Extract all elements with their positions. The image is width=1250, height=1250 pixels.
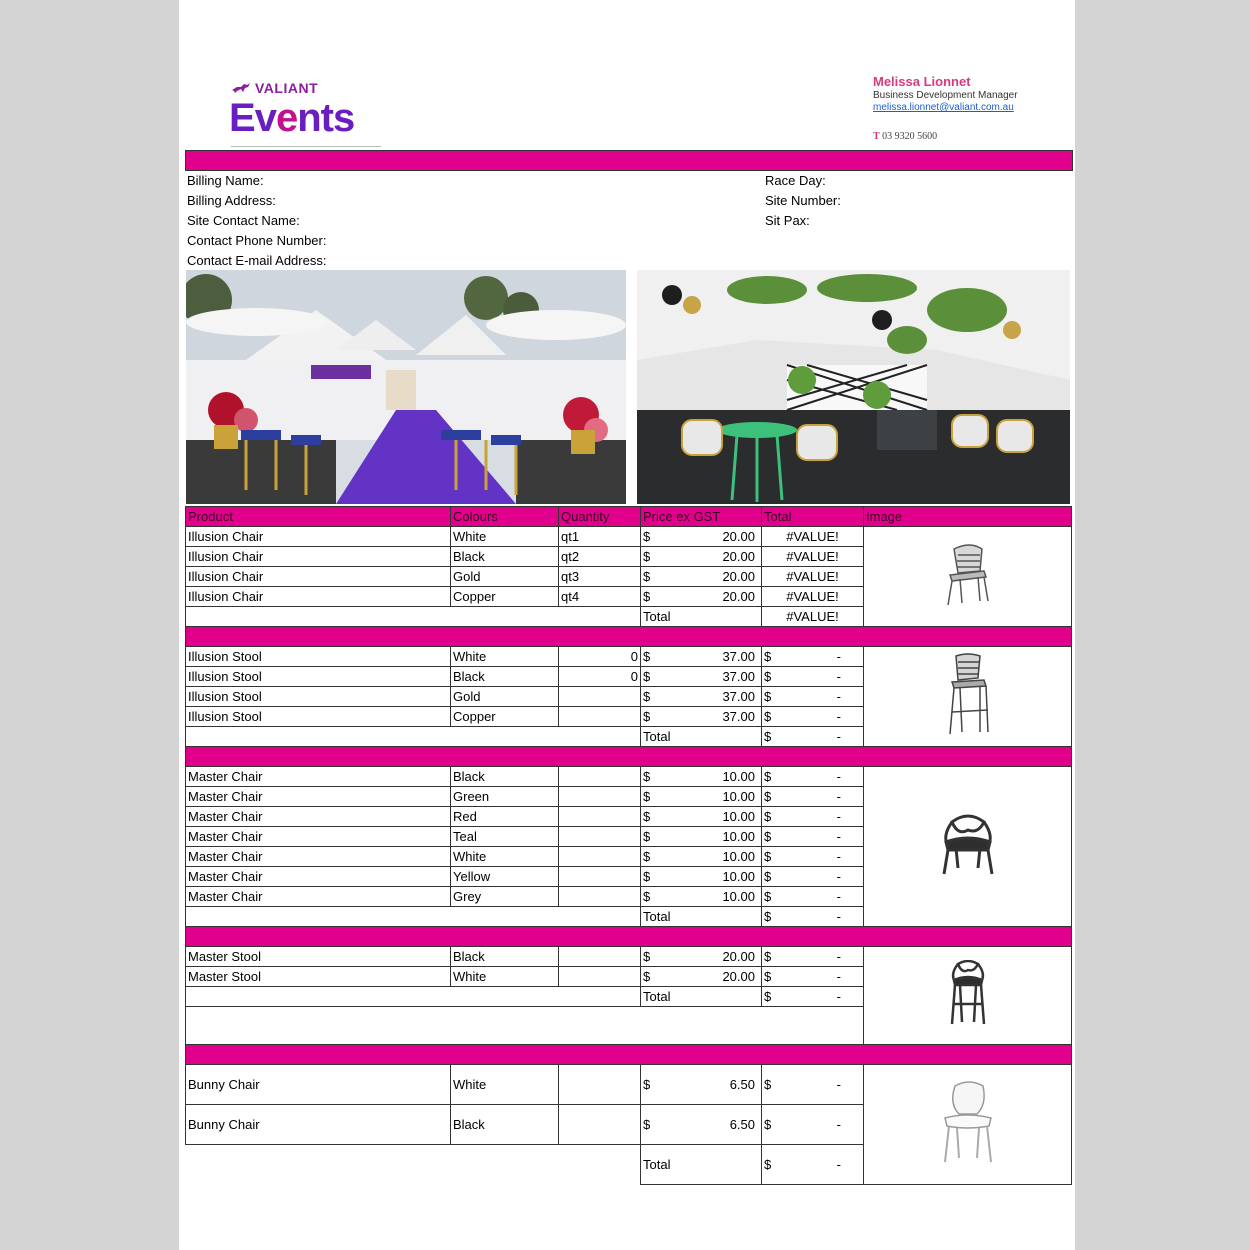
order-form-page	[179, 0, 1075, 1250]
sit-pax-label: Sit Pax:	[765, 213, 810, 228]
price-value: 10.00	[722, 788, 755, 804]
colour-cell: Teal	[451, 827, 559, 847]
product-cell: Illusion Chair	[186, 587, 451, 607]
total-cell: #VALUE!	[762, 547, 864, 567]
currency-symbol: $	[643, 1076, 651, 1092]
illusion-chair-icon	[940, 541, 996, 607]
total-cell	[762, 967, 864, 987]
price-cell	[641, 647, 762, 667]
product-cell: Illusion Stool	[186, 667, 451, 687]
currency-symbol: $	[764, 908, 772, 924]
contact-phone-label: Contact Phone Number:	[187, 233, 327, 248]
total-cell	[762, 867, 864, 887]
colour-cell: White	[451, 847, 559, 867]
product-cell: Master Stool	[186, 967, 451, 987]
total-cell	[762, 827, 864, 847]
total-cell	[762, 667, 864, 687]
colour-cell: White	[451, 527, 559, 547]
header-colours: Colours	[451, 507, 559, 527]
price-value: 37.00	[722, 668, 755, 684]
currency-symbol: $	[643, 688, 651, 704]
total-cell	[762, 687, 864, 707]
currency-symbol: $	[764, 768, 772, 784]
total-value: -	[836, 1116, 841, 1132]
quantity-input[interactable]	[559, 1105, 641, 1145]
total-value: -	[836, 968, 841, 984]
product-cell: Illusion Stool	[186, 647, 451, 667]
quantity-input[interactable]	[559, 947, 641, 967]
horse-jockey-icon	[231, 82, 251, 94]
currency-symbol: $	[643, 948, 651, 964]
total-cell: #VALUE!	[762, 567, 864, 587]
price-value: 20.00	[722, 588, 755, 604]
price-value: 37.00	[722, 708, 755, 724]
total-label: Total	[641, 727, 762, 747]
product-cell: Master Chair	[186, 867, 451, 887]
billing-address-label: Billing Address:	[187, 193, 276, 208]
price-cell	[641, 827, 762, 847]
total-value: -	[836, 868, 841, 884]
quantity-input[interactable]: 0	[559, 647, 641, 667]
race-day-label: Race Day:	[765, 173, 826, 188]
colour-cell: Black	[451, 1105, 559, 1145]
quantity-input[interactable]: qt3	[559, 567, 641, 587]
total-cell	[762, 887, 864, 907]
price-cell	[641, 707, 762, 727]
marquee-photo-outdoor	[186, 270, 626, 504]
total-label: Total	[641, 987, 762, 1007]
total-cell	[762, 787, 864, 807]
product-cell: Illusion Chair	[186, 547, 451, 567]
table-row	[186, 647, 1072, 667]
price-cell	[641, 867, 762, 887]
currency-symbol: $	[643, 708, 651, 724]
total-value: -	[836, 808, 841, 824]
header-product: Product	[186, 507, 451, 527]
product-cell: Master Chair	[186, 787, 451, 807]
site-contact-label: Site Contact Name:	[187, 213, 300, 228]
quantity-input[interactable]: qt1	[559, 527, 641, 547]
header-quantity: Quantity	[559, 507, 641, 527]
currency-symbol: $	[764, 968, 772, 984]
total-cell	[762, 1105, 864, 1145]
price-value: 37.00	[722, 688, 755, 704]
currency-symbol: $	[643, 548, 651, 564]
bunny-chair-icon	[937, 1080, 999, 1164]
quantity-input[interactable]	[559, 807, 641, 827]
product-cell: Master Chair	[186, 827, 451, 847]
group-total-cell: #VALUE!	[762, 607, 864, 627]
price-cell	[641, 587, 762, 607]
total-value: -	[836, 788, 841, 804]
currency-symbol: $	[643, 888, 651, 904]
colour-cell: Copper	[451, 707, 559, 727]
colour-cell: Gold	[451, 567, 559, 587]
product-table	[185, 506, 1072, 1185]
product-cell: Illusion Chair	[186, 567, 451, 587]
product-image-cell	[864, 767, 1072, 927]
colour-cell: Black	[451, 667, 559, 687]
total-value: -	[836, 688, 841, 704]
total-cell	[762, 647, 864, 667]
colour-cell: Grey	[451, 887, 559, 907]
header-band	[185, 150, 1073, 171]
currency-symbol: $	[764, 868, 772, 884]
total-value: -	[836, 648, 841, 664]
group-total-cell	[762, 987, 864, 1007]
currency-symbol: $	[764, 668, 772, 684]
product-cell: Master Stool	[186, 947, 451, 967]
currency-symbol: $	[764, 808, 772, 824]
price-value: 20.00	[722, 548, 755, 564]
events-logo-text: Events	[229, 96, 355, 140]
price-value: 10.00	[722, 888, 755, 904]
currency-symbol: $	[764, 688, 772, 704]
quantity-input[interactable]	[559, 1065, 641, 1105]
total-cell	[762, 707, 864, 727]
currency-symbol: $	[643, 668, 651, 684]
currency-symbol: $	[764, 988, 772, 1004]
master-chair-icon	[938, 812, 998, 876]
price-cell	[641, 887, 762, 907]
price-value: 10.00	[722, 768, 755, 784]
price-cell	[641, 847, 762, 867]
currency-symbol: $	[643, 568, 651, 584]
group-total-cell	[762, 907, 864, 927]
colour-cell: White	[451, 1065, 559, 1105]
colour-cell: White	[451, 647, 559, 667]
total-cell	[762, 1065, 864, 1105]
product-cell: Illusion Stool	[186, 707, 451, 727]
marquee-photo-indoor	[637, 270, 1070, 504]
price-value: 20.00	[722, 968, 755, 984]
price-value: 10.00	[722, 868, 755, 884]
currency-symbol: $	[643, 868, 651, 884]
colour-cell: Black	[451, 947, 559, 967]
currency-symbol: $	[764, 888, 772, 904]
price-cell	[641, 787, 762, 807]
price-value: 37.00	[722, 648, 755, 664]
total-value: -	[836, 848, 841, 864]
price-value: 20.00	[722, 948, 755, 964]
product-cell: Illusion Chair	[186, 527, 451, 547]
price-cell	[641, 967, 762, 987]
events-logo	[229, 96, 354, 141]
group-total-value: -	[836, 1156, 841, 1172]
currency-symbol: $	[643, 648, 651, 664]
logo-divider	[231, 146, 381, 147]
total-cell	[762, 847, 864, 867]
group-separator-band	[186, 747, 1072, 767]
quantity-input[interactable]	[559, 687, 641, 707]
product-image-cell	[864, 647, 1072, 747]
price-cell	[641, 947, 762, 967]
currency-symbol: $	[643, 968, 651, 984]
currency-symbol: $	[764, 788, 772, 804]
price-value: 10.00	[722, 808, 755, 824]
table-header-row	[186, 507, 1072, 527]
currency-symbol: $	[643, 588, 651, 604]
quantity-input[interactable]	[559, 827, 641, 847]
contact-role: Business Development Manager	[873, 90, 1018, 101]
total-value: -	[836, 708, 841, 724]
total-value: -	[836, 668, 841, 684]
table-row	[186, 1065, 1072, 1105]
total-value: -	[836, 768, 841, 784]
price-value: 10.00	[722, 848, 755, 864]
currency-symbol: $	[764, 728, 772, 744]
total-value: -	[836, 828, 841, 844]
quantity-input[interactable]	[559, 847, 641, 867]
price-cell	[641, 767, 762, 787]
colour-cell: Red	[451, 807, 559, 827]
header-total: Total	[762, 507, 864, 527]
total-cell: #VALUE!	[762, 587, 864, 607]
quantity-input[interactable]	[559, 787, 641, 807]
currency-symbol: $	[764, 1116, 772, 1132]
quantity-input[interactable]	[559, 707, 641, 727]
quantity-input[interactable]: qt4	[559, 587, 641, 607]
price-cell	[641, 547, 762, 567]
price-value: 10.00	[722, 828, 755, 844]
colour-cell: Black	[451, 547, 559, 567]
price-cell	[641, 567, 762, 587]
currency-symbol: $	[643, 1116, 651, 1132]
group-total-value: -	[836, 988, 841, 1004]
price-cell	[641, 667, 762, 687]
product-cell: Master Chair	[186, 767, 451, 787]
colour-cell: Yellow	[451, 867, 559, 887]
price-value: 20.00	[722, 528, 755, 544]
group-total-value: -	[836, 728, 841, 744]
header-image: Image	[864, 507, 1072, 527]
colour-cell: White	[451, 967, 559, 987]
currency-symbol: $	[643, 828, 651, 844]
quantity-input[interactable]	[559, 867, 641, 887]
product-cell: Illusion Stool	[186, 687, 451, 707]
price-value: 20.00	[722, 568, 755, 584]
price-cell	[641, 687, 762, 707]
quantity-input[interactable]	[559, 767, 641, 787]
product-cell: Master Chair	[186, 887, 451, 907]
contact-email-link[interactable]: melissa.lionnet@valiant.com.au	[873, 102, 1014, 113]
total-label: Total	[641, 607, 762, 627]
currency-symbol: $	[764, 848, 772, 864]
total-cell: #VALUE!	[762, 527, 864, 547]
table-row	[186, 527, 1072, 547]
product-cell: Master Chair	[186, 847, 451, 867]
site-number-label: Site Number:	[765, 193, 841, 208]
total-cell	[762, 807, 864, 827]
currency-symbol: $	[643, 528, 651, 544]
total-value: -	[836, 948, 841, 964]
colour-cell: Gold	[451, 687, 559, 707]
group-separator-band	[186, 627, 1072, 647]
currency-symbol: $	[764, 1076, 772, 1092]
master-stool-icon	[948, 960, 988, 1026]
billing-fields	[187, 171, 747, 271]
total-cell	[762, 767, 864, 787]
total-cell	[762, 947, 864, 967]
total-value: -	[836, 888, 841, 904]
group-total-cell	[762, 727, 864, 747]
table-row	[186, 947, 1072, 967]
price-cell	[641, 1065, 762, 1105]
header-price: Price ex GST	[641, 507, 762, 527]
price-cell	[641, 527, 762, 547]
product-cell: Bunny Chair	[186, 1065, 451, 1105]
currency-symbol: $	[643, 808, 651, 824]
price-cell	[641, 1105, 762, 1145]
contact-name: Melissa Lionnet	[873, 74, 971, 89]
colour-cell: Black	[451, 767, 559, 787]
currency-symbol: $	[764, 648, 772, 664]
contact-email-label: Contact E-mail Address:	[187, 253, 327, 268]
colour-cell: Green	[451, 787, 559, 807]
contact-phone: T 03 9320 5600	[873, 131, 938, 142]
billing-name-label: Billing Name:	[187, 173, 264, 188]
quantity-input[interactable]: 0	[559, 667, 641, 687]
product-cell: Master Chair	[186, 807, 451, 827]
currency-symbol: $	[764, 948, 772, 964]
colour-cell: Copper	[451, 587, 559, 607]
table-row	[186, 767, 1072, 787]
group-total-value: -	[836, 908, 841, 924]
quantity-input[interactable]: qt2	[559, 547, 641, 567]
illusion-stool-icon	[944, 652, 992, 736]
group-separator-band	[186, 1045, 1072, 1065]
currency-symbol: $	[764, 828, 772, 844]
total-value: -	[836, 1076, 841, 1092]
product-image-cell	[864, 1065, 1072, 1185]
product-image-cell	[864, 527, 1072, 627]
price-value: 6.50	[729, 1116, 755, 1132]
currency-symbol: $	[643, 788, 651, 804]
quantity-input[interactable]	[559, 967, 641, 987]
price-cell	[641, 807, 762, 827]
event-fields	[765, 171, 1065, 231]
valiant-logo: VALIANT	[231, 80, 318, 96]
total-label: Total	[641, 907, 762, 927]
quantity-input[interactable]	[559, 887, 641, 907]
currency-symbol: $	[643, 848, 651, 864]
product-image-cell	[864, 947, 1072, 1045]
currency-symbol: $	[764, 708, 772, 724]
product-cell: Bunny Chair	[186, 1105, 451, 1145]
group-total-cell	[762, 1145, 864, 1185]
currency-symbol: $	[764, 1156, 772, 1172]
currency-symbol: $	[643, 768, 651, 784]
total-label: Total	[641, 1145, 762, 1185]
group-separator-band	[186, 927, 1072, 947]
price-value: 6.50	[729, 1076, 755, 1092]
